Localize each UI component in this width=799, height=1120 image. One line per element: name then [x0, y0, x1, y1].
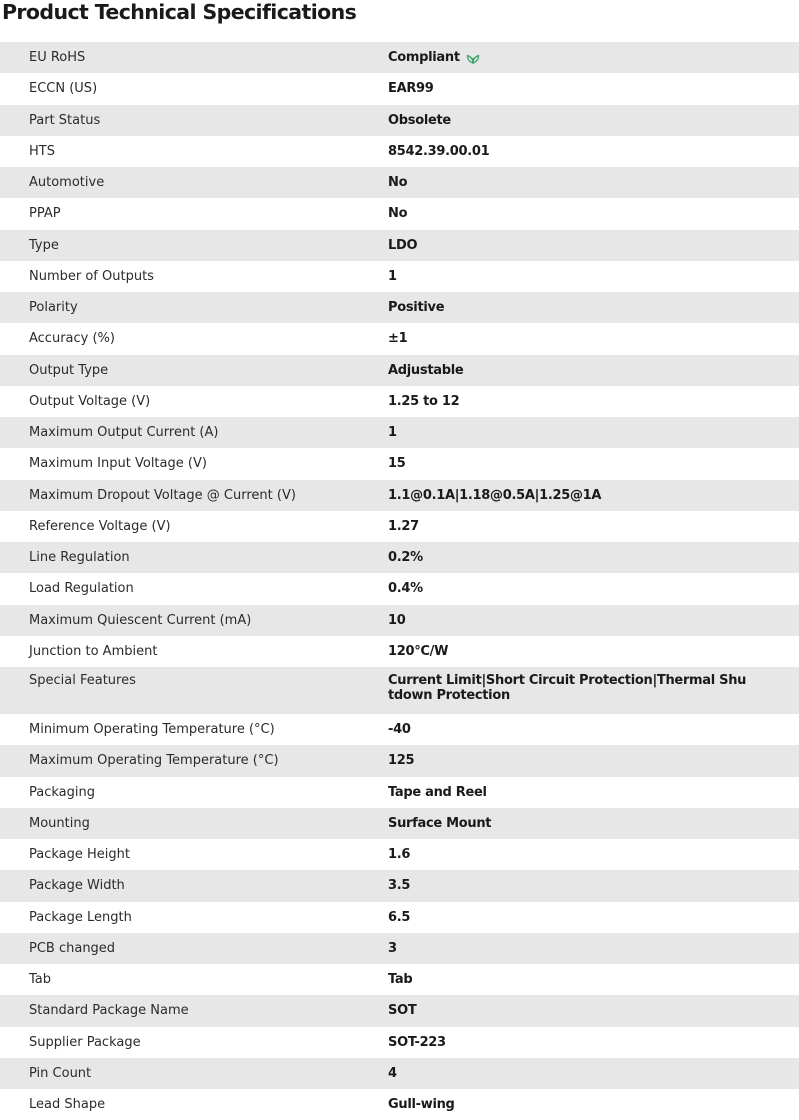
- spec-value: 1: [388, 268, 397, 284]
- spec-table: [0, 42, 799, 1120]
- spec-label: Packaging: [29, 784, 95, 800]
- spec-label: Number of Outputs: [29, 268, 154, 284]
- spec-value: 8542.39.00.01: [388, 143, 490, 159]
- spec-row-pcb-changed: [0, 933, 799, 964]
- spec-label: PPAP: [29, 206, 61, 222]
- spec-label: Junction to Ambient: [29, 643, 158, 659]
- spec-label: Package Height: [29, 847, 130, 863]
- spec-value: LDO: [388, 237, 418, 253]
- spec-label: Maximum Quiescent Current (mA): [29, 612, 252, 628]
- spec-row-eccn: [0, 73, 799, 104]
- spec-label: Special Features: [29, 673, 136, 688]
- spec-label: Pin Count: [29, 1065, 92, 1081]
- spec-row-eu-rohs: [0, 42, 799, 73]
- spec-row-pin-count: [0, 1058, 799, 1089]
- spec-value: No: [388, 206, 408, 222]
- spec-value: Surface Mount: [388, 815, 492, 831]
- spec-row-junction-to-ambient: [0, 636, 799, 667]
- spec-value-text: Compliant: [388, 50, 460, 66]
- spec-label: Package Width: [29, 878, 125, 894]
- spec-label: Maximum Output Current (A): [29, 425, 219, 441]
- spec-label: Load Regulation: [29, 581, 134, 597]
- spec-label: Standard Package Name: [29, 1003, 189, 1019]
- spec-value: Current Limit|Short Circuit Protection|Thermal Shutdown Protection: [388, 673, 747, 703]
- spec-value: 120°C/W: [388, 643, 449, 659]
- spec-row-number-of-outputs: [0, 261, 799, 292]
- spec-row-max-output-current: [0, 417, 799, 448]
- spec-label: PCB changed: [29, 940, 116, 956]
- spec-label: Part Status: [29, 112, 101, 128]
- spec-value: 15: [388, 456, 406, 472]
- spec-value: -40: [388, 722, 411, 738]
- spec-value: SOT-223: [388, 1034, 446, 1050]
- spec-label: Automotive: [29, 175, 105, 191]
- spec-value: 1: [388, 425, 397, 441]
- leaf-icon: [466, 52, 480, 64]
- spec-value: ±1: [388, 331, 408, 347]
- spec-row-tab: [0, 964, 799, 995]
- spec-value: Positive: [388, 300, 445, 316]
- spec-row-standard-package-name: [0, 995, 799, 1026]
- spec-label: Supplier Package: [29, 1034, 141, 1050]
- spec-value: 4: [388, 1065, 397, 1081]
- spec-row-mounting: [0, 808, 799, 839]
- spec-label: EU RoHS: [29, 50, 86, 66]
- spec-value: 3: [388, 940, 397, 956]
- spec-value: SOT: [388, 1003, 417, 1019]
- spec-row-package-height: [0, 839, 799, 870]
- spec-label: Line Regulation: [29, 550, 130, 566]
- spec-row-polarity: [0, 292, 799, 323]
- spec-label: Accuracy (%): [29, 331, 115, 347]
- spec-value: No: [388, 175, 408, 191]
- spec-label: Minimum Operating Temperature (°C): [29, 722, 275, 738]
- spec-row-part-status: [0, 105, 799, 136]
- spec-label: Lead Shape: [29, 1097, 106, 1113]
- spec-label: Maximum Dropout Voltage @ Current (V): [29, 487, 296, 503]
- spec-value: Obsolete: [388, 112, 451, 128]
- spec-row-hts: [0, 136, 799, 167]
- spec-row-reference-voltage: [0, 511, 799, 542]
- spec-row-max-input-voltage: [0, 448, 799, 479]
- spec-label: Output Type: [29, 362, 109, 378]
- spec-row-package-length: [0, 902, 799, 933]
- spec-value: 6.5: [388, 909, 411, 925]
- spec-label: Reference Voltage (V): [29, 518, 171, 534]
- spec-label: Maximum Input Voltage (V): [29, 456, 207, 472]
- spec-row-lead-shape: [0, 1089, 799, 1120]
- spec-row-supplier-package: [0, 1027, 799, 1058]
- spec-value: 1.6: [388, 847, 411, 863]
- page-title: Product Technical Specifications: [2, 0, 357, 24]
- spec-value: EAR99: [388, 81, 434, 97]
- spec-value: Tape and Reel: [388, 784, 487, 800]
- spec-row-type: [0, 230, 799, 261]
- spec-row-ppap: [0, 198, 799, 229]
- spec-row-accuracy: [0, 323, 799, 354]
- spec-value: Adjustable: [388, 362, 464, 378]
- spec-value: 10: [388, 612, 406, 628]
- spec-row-automotive: [0, 167, 799, 198]
- spec-value: 1.1@0.1A|1.18@0.5A|1.25@1A: [388, 487, 602, 503]
- spec-label: Type: [29, 237, 59, 253]
- spec-label: Maximum Operating Temperature (°C): [29, 753, 279, 769]
- spec-value: 0.2%: [388, 550, 423, 566]
- spec-value: 125: [388, 753, 415, 769]
- spec-value: Gull-wing: [388, 1097, 455, 1113]
- spec-value: 3.5: [388, 878, 411, 894]
- spec-label: Polarity: [29, 300, 78, 316]
- spec-row-packaging: [0, 777, 799, 808]
- spec-value: 0.4%: [388, 581, 423, 597]
- spec-row-max-quiescent-current: [0, 605, 799, 636]
- spec-row-min-operating-temp: [0, 714, 799, 745]
- spec-value: 1.25 to 12: [388, 393, 460, 409]
- spec-row-output-type: [0, 355, 799, 386]
- spec-label: Tab: [29, 972, 52, 988]
- spec-label: ECCN (US): [29, 81, 98, 97]
- spec-row-max-dropout-voltage: [0, 480, 799, 511]
- spec-row-package-width: [0, 870, 799, 901]
- spec-value: Tab: [388, 972, 413, 988]
- spec-row-max-operating-temp: [0, 745, 799, 776]
- spec-value: 1.27: [388, 518, 419, 534]
- spec-label: Package Length: [29, 909, 132, 925]
- spec-value: [388, 50, 748, 65]
- spec-label: Output Voltage (V): [29, 393, 151, 409]
- spec-label: HTS: [29, 143, 55, 159]
- spec-label: Mounting: [29, 815, 90, 831]
- spec-row-output-voltage: [0, 386, 799, 417]
- spec-row-line-regulation: [0, 542, 799, 573]
- spec-row-special-features: [0, 667, 799, 714]
- spec-row-load-regulation: [0, 573, 799, 604]
